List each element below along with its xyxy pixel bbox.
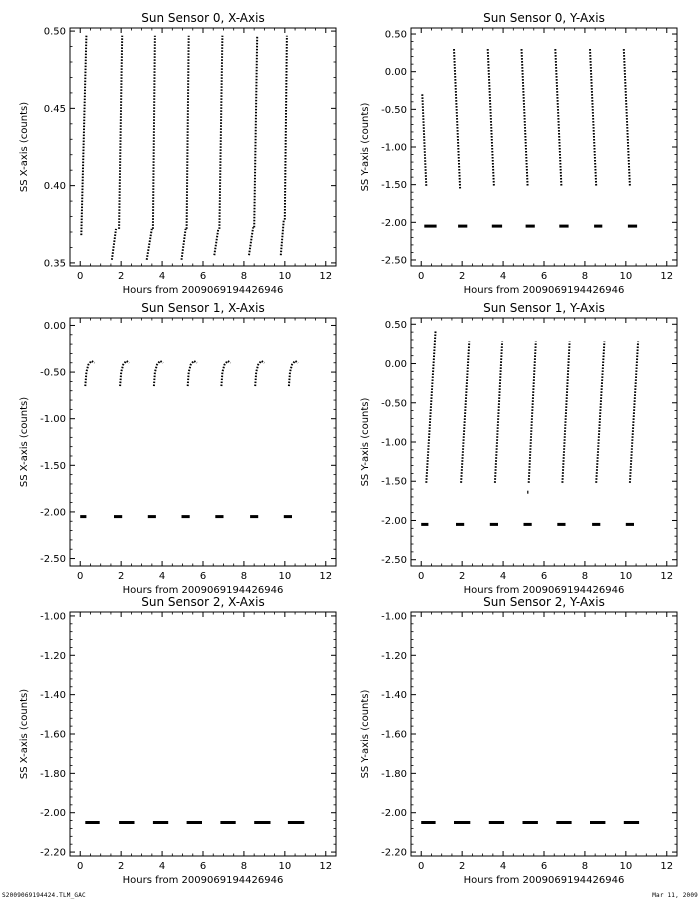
y-axis-label: SS Y-axis (counts) [360, 397, 371, 487]
data-segment [630, 342, 638, 483]
data-segment [529, 342, 536, 483]
data-segment [596, 342, 604, 483]
y-tick-label: 0.50 [43, 26, 66, 38]
data-segment [488, 49, 494, 186]
data-segment [154, 361, 163, 386]
data-segment [281, 220, 284, 256]
chart-title: Sun Sensor 0, Y-Axis [483, 11, 605, 25]
x-tick-label: 12 [660, 571, 674, 582]
x-tick-label: 8 [240, 271, 248, 282]
y-tick-label: -2.20 [381, 847, 407, 859]
data-segment [85, 361, 94, 386]
data-segment [188, 361, 197, 386]
y-tick-label: -2.50 [381, 555, 407, 567]
x-tick-label: 8 [240, 571, 248, 582]
data-segment [221, 361, 230, 386]
x-tick-label: 8 [581, 271, 589, 282]
data-segment [255, 361, 264, 386]
x-axis-label: Hours from 2009069194426946 [463, 285, 625, 296]
x-tick-label: 0 [418, 571, 425, 582]
x-tick-label: 10 [619, 861, 633, 872]
x-tick-label: 12 [319, 861, 333, 872]
y-tick-label: -2.50 [381, 255, 407, 267]
x-tick-label: 2 [117, 861, 125, 872]
plot-frame [411, 28, 677, 266]
y-tick-label: -1.80 [381, 768, 407, 780]
x-tick-label: 8 [240, 861, 248, 872]
x-tick-label: 2 [458, 861, 466, 872]
x-tick-label: 6 [199, 861, 207, 872]
x-tick-label: 4 [499, 861, 507, 872]
data-segment [562, 342, 569, 483]
y-tick-label: 0.40 [43, 181, 66, 193]
date-label: Mar 11, 2009 [652, 892, 698, 899]
x-tick-label: 0 [77, 861, 84, 872]
data-segment [81, 36, 86, 235]
chart-panel-5 [360, 595, 677, 886]
x-tick-label: 6 [540, 861, 548, 872]
data-series [81, 36, 287, 260]
chart-panel-2 [19, 301, 336, 596]
x-tick-label: 10 [278, 271, 292, 282]
y-tick-label: -1.80 [40, 768, 66, 780]
data-segment [289, 361, 298, 386]
x-tick-label: 0 [418, 861, 425, 872]
x-tick-label: 4 [158, 271, 166, 282]
x-tick-label: 4 [499, 571, 507, 582]
y-tick-label: -2.00 [381, 808, 407, 820]
x-tick-label: 2 [117, 571, 125, 582]
y-tick-label: -1.20 [40, 650, 66, 662]
y-axis-label: SS X-axis (counts) [19, 101, 30, 193]
plot-frame [411, 318, 677, 566]
data-segment [112, 229, 116, 260]
data-segment [555, 49, 561, 186]
data-segment [454, 49, 460, 188]
x-tick-label: 6 [199, 271, 207, 282]
data-segment [214, 229, 218, 255]
x-tick-label: 8 [581, 571, 589, 582]
data-segment [590, 49, 596, 186]
x-tick-label: 2 [458, 571, 466, 582]
x-tick-label: 2 [117, 271, 125, 282]
chart-panel-1 [360, 11, 677, 296]
y-tick-label: -1.50 [381, 180, 407, 192]
y-tick-label: -2.00 [381, 515, 407, 527]
y-tick-label: 0.00 [384, 359, 407, 371]
plot-frame [70, 612, 336, 856]
data-segment [461, 342, 469, 483]
data-segment [182, 229, 186, 260]
source-file-label: S2009069194424.TLM_GAC [2, 892, 86, 899]
y-tick-label: -1.00 [40, 414, 66, 426]
data-segment [120, 361, 129, 386]
chart-panel-4 [19, 595, 336, 886]
y-tick-label: -0.50 [381, 398, 407, 410]
chart-title: Sun Sensor 0, X-Axis [141, 11, 265, 25]
data-segment [249, 227, 253, 255]
data-segment [147, 229, 152, 260]
data-series [421, 331, 638, 525]
data-segment [522, 49, 528, 186]
x-tick-label: 0 [77, 571, 84, 582]
y-tick-label: -1.00 [381, 437, 407, 449]
chart-panel-0 [19, 11, 336, 296]
x-axis-label: Hours from 2009069194426946 [122, 875, 284, 886]
y-tick-label: -1.00 [381, 611, 407, 623]
chart-title: Sun Sensor 2, Y-Axis [483, 595, 605, 609]
data-segment [422, 94, 426, 186]
x-axis-label: Hours from 2009069194426946 [463, 585, 625, 596]
y-tick-label: 0.00 [384, 67, 407, 79]
x-tick-label: 2 [458, 271, 466, 282]
y-tick-label: 0.50 [384, 29, 407, 41]
x-tick-label: 10 [619, 571, 633, 582]
x-tick-label: 8 [581, 861, 589, 872]
y-tick-label: -1.40 [40, 690, 66, 702]
plot-frame [411, 612, 677, 856]
data-segment [119, 36, 122, 229]
plot-frame [70, 318, 336, 566]
data-segment [254, 36, 257, 228]
y-tick-label: -2.50 [40, 554, 66, 566]
data-segment [624, 49, 630, 186]
data-segment [285, 36, 287, 220]
y-tick-label: -2.00 [381, 217, 407, 229]
chart-title: Sun Sensor 1, X-Axis [141, 301, 265, 315]
y-tick-label: 0.35 [43, 258, 66, 270]
data-segment [426, 331, 435, 483]
x-tick-label: 6 [540, 271, 548, 282]
y-tick-label: -2.00 [40, 507, 66, 519]
y-tick-label: -2.20 [40, 847, 66, 859]
y-tick-label: -1.60 [381, 729, 407, 741]
x-tick-label: 12 [660, 861, 674, 872]
y-tick-label: 0.45 [43, 103, 66, 115]
data-segment [495, 342, 502, 483]
data-segment [219, 36, 222, 229]
chart-title: Sun Sensor 1, Y-Axis [483, 301, 605, 315]
y-tick-label: -0.50 [40, 367, 66, 379]
x-tick-label: 10 [619, 271, 633, 282]
data-segment [187, 36, 189, 229]
x-tick-label: 6 [199, 571, 207, 582]
x-tick-label: 0 [418, 271, 425, 282]
x-tick-label: 6 [540, 571, 548, 582]
y-axis-label: SS X-axis (counts) [19, 396, 30, 488]
y-tick-label: -1.00 [40, 611, 66, 623]
y-tick-label: -1.00 [381, 142, 407, 154]
chart-title: Sun Sensor 2, X-Axis [141, 595, 265, 609]
y-axis-label: SS Y-axis (counts) [360, 689, 371, 779]
y-tick-label: -0.50 [381, 104, 407, 116]
y-tick-label: -1.20 [381, 650, 407, 662]
x-tick-label: 12 [319, 271, 333, 282]
x-tick-label: 10 [278, 571, 292, 582]
y-tick-label: -1.60 [40, 729, 66, 741]
y-axis-label: SS Y-axis (counts) [360, 102, 371, 192]
x-axis-label: Hours from 2009069194426946 [463, 875, 625, 886]
chart-panel-3 [360, 301, 677, 596]
x-tick-label: 10 [278, 861, 292, 872]
data-series [80, 361, 298, 517]
y-tick-label: -2.00 [40, 808, 66, 820]
data-series [422, 49, 637, 226]
x-tick-label: 4 [158, 571, 166, 582]
y-tick-label: -1.40 [381, 690, 407, 702]
x-tick-label: 12 [660, 271, 674, 282]
x-tick-label: 12 [319, 571, 333, 582]
x-tick-label: 4 [499, 271, 507, 282]
x-tick-label: 4 [158, 861, 166, 872]
plot-frame [70, 28, 336, 266]
data-segment [153, 36, 155, 229]
x-tick-label: 0 [77, 271, 84, 282]
x-axis-label: Hours from 2009069194426946 [122, 285, 284, 296]
y-tick-label: -1.50 [381, 476, 407, 488]
y-axis-label: SS X-axis (counts) [19, 688, 30, 780]
x-axis-label: Hours from 2009069194426946 [122, 585, 284, 596]
y-tick-label: 0.50 [384, 319, 407, 331]
y-tick-label: 0.00 [43, 320, 66, 332]
y-tick-label: -1.50 [40, 460, 66, 472]
